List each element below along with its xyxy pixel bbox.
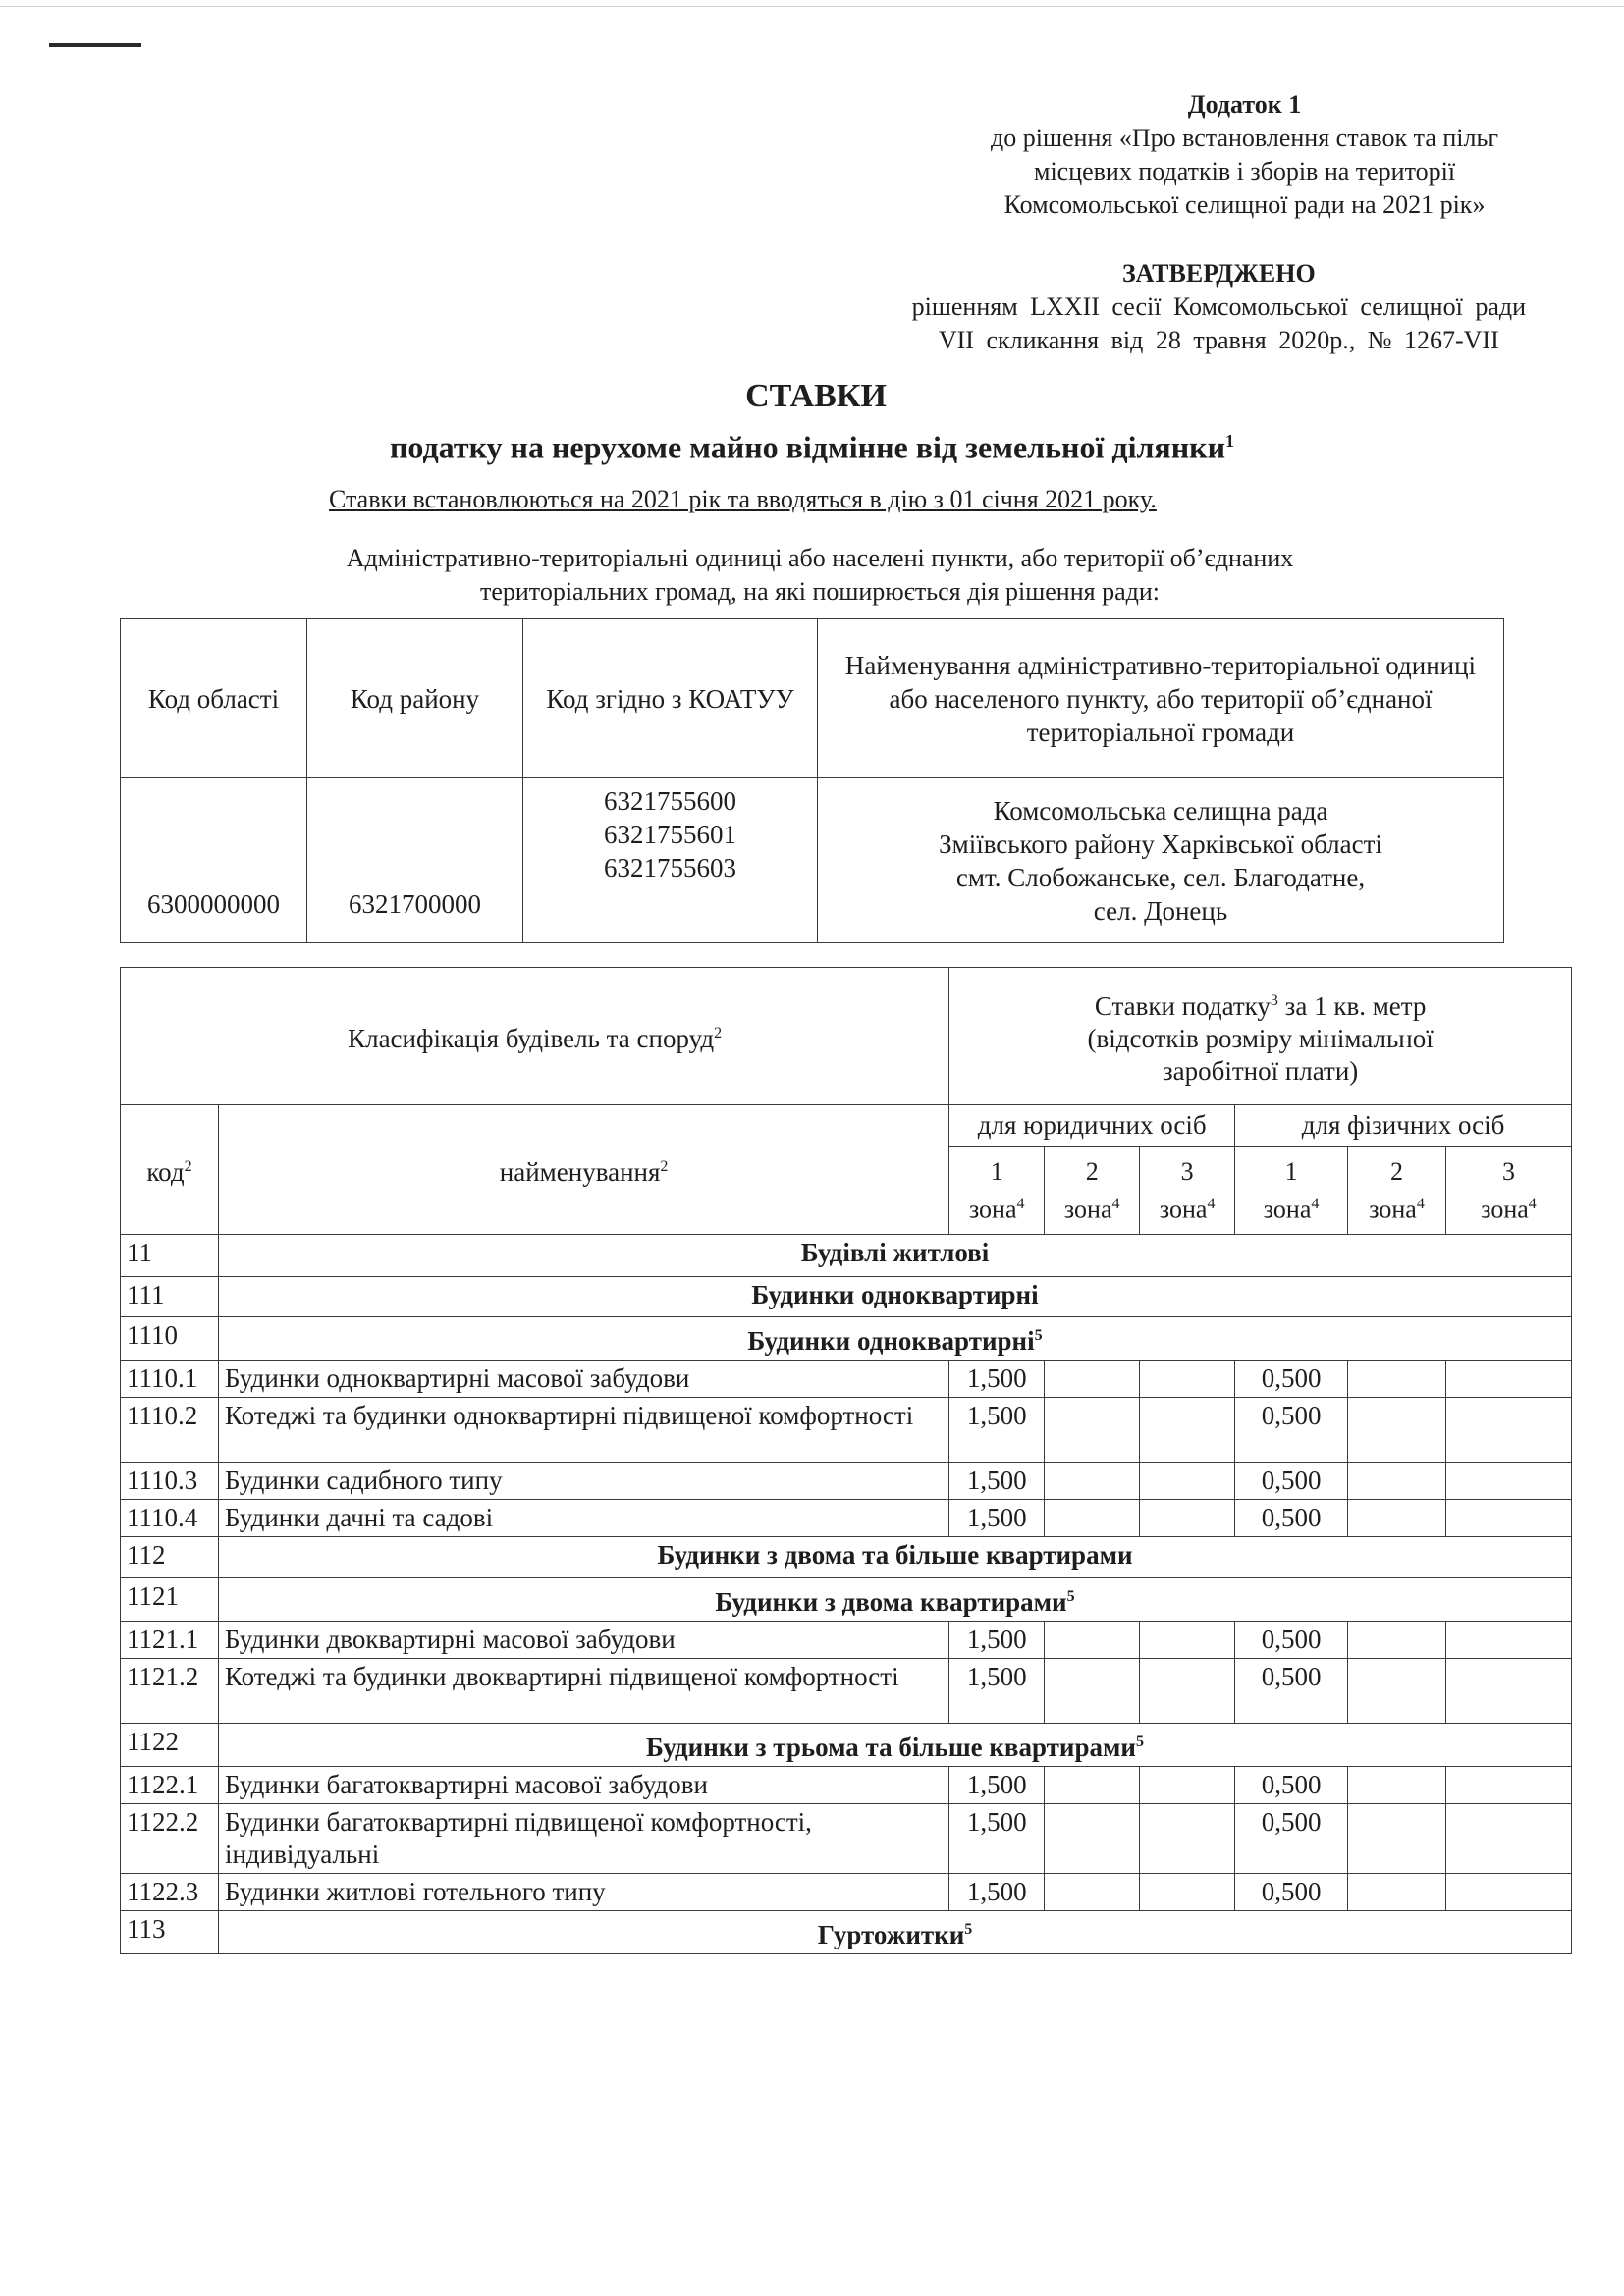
table-group-row (121, 1317, 1572, 1361)
zone-label (1354, 1188, 1439, 1226)
header-unit-name: Найменування адміністративно-територіальної одиниці або населеного пункту, або території об’єднаної територіальної громади (818, 619, 1504, 778)
table-row (121, 1622, 1572, 1659)
subtitle-text: податку на нерухоме майно відмінне від земельної ділянки (389, 429, 1226, 465)
table-group-row (121, 1578, 1572, 1622)
individual-zone-1-rate: 0,500 (1235, 1398, 1348, 1463)
individual-zone-3-rate (1446, 1659, 1572, 1724)
header-rates (949, 968, 1572, 1105)
footnote-ref: 5 (1135, 1734, 1144, 1750)
legal-zone-2-rate (1045, 1874, 1140, 1911)
rates-line-3: заробітної плати) (1162, 1056, 1359, 1086)
building-type-name: Будинки багатоквартирні підвищеної комфортності, індивідуальні (218, 1804, 948, 1874)
legal-zone-3-rate (1140, 1622, 1235, 1659)
individual-zone-2-rate (1348, 1398, 1446, 1463)
table-row (121, 1767, 1572, 1804)
annex-line-1: до рішення «Про встановлення ставок та пільг (991, 124, 1498, 152)
tax-rates-table (120, 967, 1572, 1954)
individual-zone-1-rate: 0,500 (1235, 1804, 1348, 1874)
legal-zone-1-rate: 1,500 (949, 1622, 1045, 1659)
annex-line-3: Комсомольської селищної ради на 2021 рік» (1003, 190, 1486, 219)
row-code: 11 (121, 1235, 219, 1277)
footnote-ref: 4 (1311, 1195, 1320, 1212)
individual-zone-3-rate (1446, 1804, 1572, 1874)
row-code: 1110.3 (121, 1463, 219, 1500)
row-code: 113 (121, 1911, 219, 1954)
table-row (121, 1659, 1572, 1724)
group-name (218, 1537, 1571, 1578)
units-description-line-2: територіальних громад, на які поширюється дія рішення ради: (479, 577, 1160, 606)
row-code: 1110 (121, 1317, 219, 1361)
zone-label (955, 1188, 1038, 1226)
group-name (218, 1235, 1571, 1277)
legal-zone-3-rate (1140, 1361, 1235, 1398)
legal-zone-2-rate (1045, 1659, 1140, 1724)
individual-zone-1-rate: 0,500 (1235, 1659, 1348, 1724)
legal-zone-3-rate (1140, 1767, 1235, 1804)
table-row (121, 1804, 1572, 1874)
legal-zone-2-rate (1045, 1622, 1140, 1659)
territorial-units-table (120, 618, 1504, 943)
footnote-ref: 5 (1066, 1588, 1075, 1605)
header-region-code: Код області (121, 619, 307, 778)
individual-zone-2-rate (1348, 1767, 1446, 1804)
building-type-name: Будинки житлові готельного типу (218, 1874, 948, 1911)
legal-zone-1-rate: 1,500 (949, 1361, 1045, 1398)
footnote-ref: 4 (1528, 1195, 1537, 1212)
legal-zone-2-rate (1045, 1398, 1140, 1463)
footnote-ref: 4 (1416, 1195, 1425, 1212)
rates-body (121, 1235, 1572, 1954)
units-description (118, 542, 1522, 609)
rates-label: Ставки податку (1094, 991, 1271, 1021)
table-group-row (121, 1235, 1572, 1277)
individual-zone-3-rate (1446, 1463, 1572, 1500)
approval-line-1: рішенням LXXII сесії Комсомольської селищної ради (911, 293, 1526, 321)
row-code: 1122.2 (121, 1804, 219, 1874)
building-type-name: Будинки двоквартирні масової забудови (218, 1622, 948, 1659)
koatuu-code: 6321755600 (604, 786, 736, 816)
zone-header (1140, 1147, 1235, 1235)
individual-zone-3-rate (1446, 1361, 1572, 1398)
legal-zone-1-rate: 1,500 (949, 1804, 1045, 1874)
units-description-line-1: Адміністративно-територіальні одиниці або населені пункти, або території об’єднаних (346, 544, 1294, 572)
row-code: 111 (121, 1277, 219, 1317)
individual-zone-3-rate (1446, 1500, 1572, 1537)
zone-header (1045, 1147, 1140, 1235)
individual-zone-1-rate: 0,500 (1235, 1622, 1348, 1659)
table-group-row (121, 1911, 1572, 1954)
unit-name-line: сел. Донець (1093, 895, 1228, 926)
zone-number: 1 (1284, 1156, 1298, 1186)
document-subtitle (0, 420, 1624, 468)
table-header-row (121, 619, 1504, 778)
building-type-name: Будинки багатоквартирні масової забудови (218, 1767, 948, 1804)
row-code: 1122 (121, 1724, 219, 1767)
header-koatuu-code: Код згідно з КОАТУУ (523, 619, 818, 778)
table-group-row (121, 1724, 1572, 1767)
legal-zone-2-rate (1045, 1804, 1140, 1874)
legal-zone-3-rate (1140, 1500, 1235, 1537)
individual-zone-2-rate (1348, 1659, 1446, 1724)
zone-header (1446, 1147, 1572, 1235)
legal-zone-2-rate (1045, 1361, 1140, 1398)
annex-block (991, 88, 1498, 222)
koatuu-codes (523, 778, 818, 943)
table-row (121, 1398, 1572, 1463)
rates-header-row (121, 1105, 1572, 1147)
group-name-text: Будинки з трьома та більше квартирами (646, 1733, 1136, 1762)
group-name-text: Гуртожитки (817, 1920, 965, 1949)
header-individuals: для фізичних осіб (1235, 1105, 1572, 1147)
legal-zone-2-rate (1045, 1500, 1140, 1537)
legal-zone-3-rate (1140, 1463, 1235, 1500)
building-type-name: Котеджі та будинки двоквартирні підвищеної комфортності (218, 1659, 948, 1724)
rates-label-tail: за 1 кв. метр (1277, 991, 1427, 1021)
group-name (218, 1277, 1571, 1317)
table-group-row (121, 1537, 1572, 1578)
footnote-ref: 5 (1034, 1327, 1043, 1344)
legal-zone-3-rate (1140, 1398, 1235, 1463)
name-label: найменування (499, 1157, 661, 1187)
zone-number: 3 (1502, 1156, 1515, 1186)
zone-word: зона (1369, 1195, 1417, 1224)
legal-zone-1-rate: 1,500 (949, 1500, 1045, 1537)
header-classification (121, 968, 949, 1105)
table-row (121, 778, 1504, 943)
header-name (218, 1105, 948, 1235)
header-district-code: Код району (307, 619, 523, 778)
row-code: 1122.3 (121, 1874, 219, 1911)
row-code: 1110.2 (121, 1398, 219, 1463)
group-name-text: Будівлі житлові (800, 1238, 990, 1267)
scan-mark (49, 43, 141, 47)
individual-zone-2-rate (1348, 1463, 1446, 1500)
district-code: 6321700000 (307, 778, 523, 943)
building-type-name: Будинки дачні та садові (218, 1500, 948, 1537)
individual-zone-1-rate: 0,500 (1235, 1874, 1348, 1911)
zone-label (1241, 1188, 1341, 1226)
individual-zone-1-rate: 0,500 (1235, 1361, 1348, 1398)
document-title: СТАВКИ (745, 378, 887, 414)
koatuu-code: 6321755603 (604, 853, 736, 882)
scan-edge-line (0, 6, 1624, 7)
zone-header (1235, 1147, 1348, 1235)
individual-zone-1-rate: 0,500 (1235, 1463, 1348, 1500)
individual-zone-3-rate (1446, 1622, 1572, 1659)
zone-word: зона (1159, 1195, 1208, 1224)
building-type-name: Котеджі та будинки одноквартирні підвищеної комфортності (218, 1398, 948, 1463)
row-code: 1121 (121, 1578, 219, 1622)
group-name (218, 1911, 1571, 1954)
row-code: 112 (121, 1537, 219, 1578)
header-code (121, 1105, 219, 1235)
footnote-ref: 2 (660, 1158, 669, 1175)
individual-zone-3-rate (1446, 1398, 1572, 1463)
individual-zone-1-rate: 0,500 (1235, 1500, 1348, 1537)
individual-zone-2-rate (1348, 1622, 1446, 1659)
footnote-ref: 2 (714, 1025, 723, 1041)
zone-word: зона (1481, 1195, 1529, 1224)
approval-block (912, 257, 1526, 357)
row-code: 1122.1 (121, 1767, 219, 1804)
table-row (121, 1874, 1572, 1911)
annex-line-2: місцевих податків і зборів на території (1033, 157, 1456, 186)
unit-name-line: Комсомольська селищна рада (993, 795, 1328, 826)
zone-word: зона (968, 1195, 1017, 1224)
zone-word: зона (1063, 1195, 1112, 1224)
footnote-ref: 5 (964, 1921, 973, 1938)
legal-zone-1-rate: 1,500 (949, 1767, 1045, 1804)
region-code: 6300000000 (121, 778, 307, 943)
document-title-block (0, 375, 1624, 468)
effective-date-text: Ставки встановлюються на 2021 рік та вводяться в дію з 01 січня 2021 року. (329, 485, 1157, 513)
group-name (218, 1578, 1571, 1622)
group-name-text: Будинки з двома квартирами (715, 1587, 1067, 1617)
rates-header-row (121, 968, 1572, 1105)
legal-zone-2-rate (1045, 1463, 1140, 1500)
group-name-text: Будинки одноквартирні (747, 1326, 1035, 1356)
row-code: 1121.1 (121, 1622, 219, 1659)
zone-header (949, 1147, 1045, 1235)
legal-zone-1-rate: 1,500 (949, 1398, 1045, 1463)
zone-label (1051, 1188, 1133, 1226)
individual-zone-2-rate (1348, 1874, 1446, 1911)
table-row (121, 1500, 1572, 1537)
zone-number: 3 (1180, 1156, 1194, 1186)
zone-word: зона (1263, 1195, 1312, 1224)
footnote-ref: 4 (1016, 1195, 1025, 1212)
unit-name (818, 778, 1504, 943)
legal-zone-3-rate (1140, 1874, 1235, 1911)
zone-label (1452, 1188, 1565, 1226)
row-code: 1121.2 (121, 1659, 219, 1724)
rates-line-2: (відсотків розміру мінімальної (1087, 1024, 1434, 1053)
header-legal-entities: для юридичних осіб (949, 1105, 1235, 1147)
table-row (121, 1463, 1572, 1500)
legal-zone-3-rate (1140, 1659, 1235, 1724)
individual-zone-2-rate (1348, 1804, 1446, 1874)
row-code: 1110.4 (121, 1500, 219, 1537)
classification-label: Класифікація будівель та споруд (348, 1024, 715, 1053)
zone-header (1348, 1147, 1446, 1235)
building-type-name: Будинки садибного типу (218, 1463, 948, 1500)
zone-number: 2 (1390, 1156, 1404, 1186)
individual-zone-1-rate: 0,500 (1235, 1767, 1348, 1804)
rates-line-1 (955, 985, 1565, 1023)
legal-zone-2-rate (1045, 1767, 1140, 1804)
approval-title: ЗАТВЕРДЖЕНО (1121, 259, 1316, 288)
koatuu-code: 6321755601 (604, 820, 736, 849)
approval-line-2: VII скликання від 28 травня 2020р., № 1267-VII (938, 326, 1499, 354)
footnote-ref: 3 (1270, 992, 1278, 1009)
legal-zone-1-rate: 1,500 (949, 1659, 1045, 1724)
individual-zone-2-rate (1348, 1361, 1446, 1398)
table-group-row (121, 1277, 1572, 1317)
table-row (121, 1361, 1572, 1398)
legal-zone-1-rate: 1,500 (949, 1874, 1045, 1911)
group-name (218, 1724, 1571, 1767)
annex-title: Додаток 1 (1187, 90, 1302, 119)
unit-name-line: Зміївського району Харківської області (939, 828, 1382, 859)
code-label: код (146, 1157, 185, 1187)
group-name-text: Будинки одноквартирні (751, 1280, 1039, 1309)
zone-label (1146, 1188, 1228, 1226)
individual-zone-3-rate (1446, 1767, 1572, 1804)
footnote-ref: 1 (1225, 431, 1235, 451)
legal-zone-1-rate: 1,500 (949, 1463, 1045, 1500)
group-name-text: Будинки з двома та більше квартирами (657, 1540, 1133, 1570)
footnote-ref: 4 (1207, 1195, 1216, 1212)
building-type-name: Будинки одноквартирні масової забудови (218, 1361, 948, 1398)
footnote-ref: 4 (1111, 1195, 1120, 1212)
zone-number: 1 (990, 1156, 1003, 1186)
zone-number: 2 (1085, 1156, 1099, 1186)
row-code: 1110.1 (121, 1361, 219, 1398)
unit-name-line: смт. Слобожанське, сел. Благодатне, (955, 862, 1366, 892)
group-name (218, 1317, 1571, 1361)
footnote-ref: 2 (184, 1158, 192, 1175)
individual-zone-3-rate (1446, 1874, 1572, 1911)
individual-zone-2-rate (1348, 1500, 1446, 1537)
legal-zone-3-rate (1140, 1804, 1235, 1874)
